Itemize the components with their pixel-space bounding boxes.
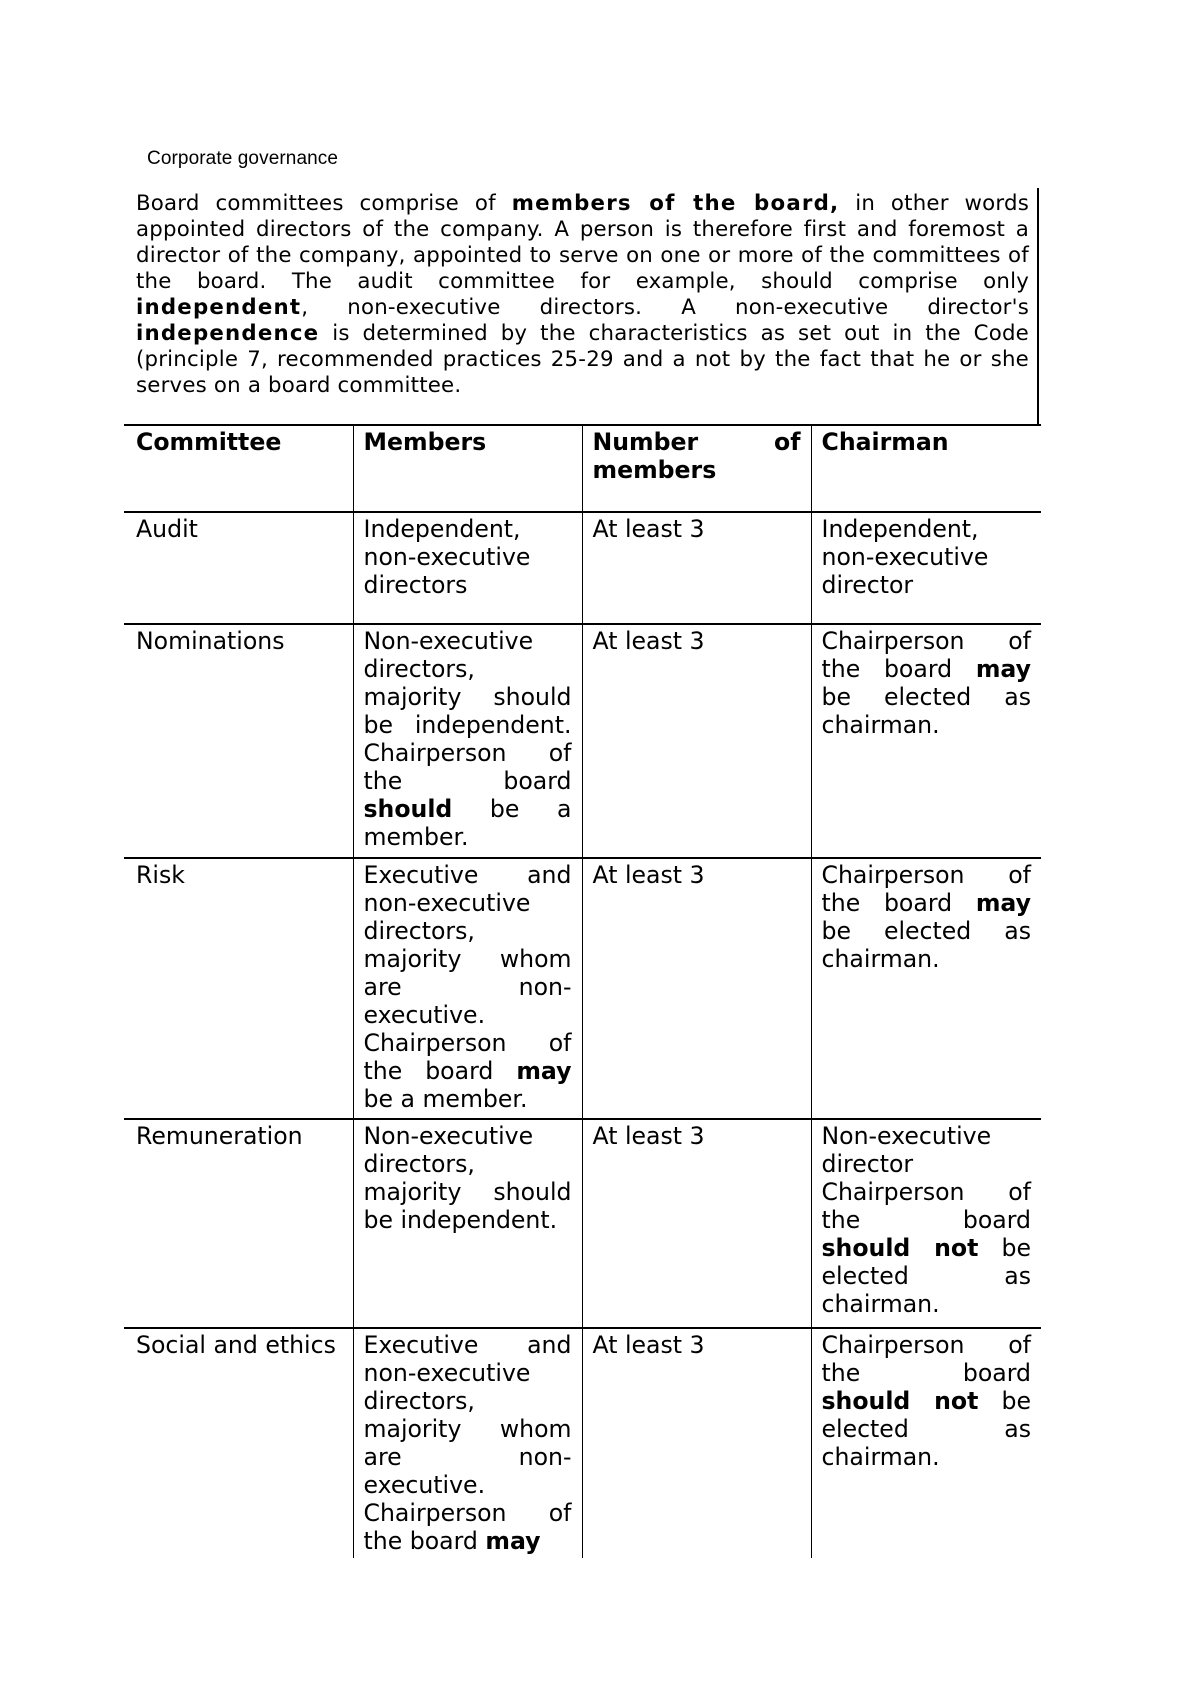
committee-number: At least 3 xyxy=(582,624,811,858)
committee-name: Audit xyxy=(124,512,353,624)
committee-name: Social and ethics xyxy=(124,1328,353,1558)
intro-text-4: is determined by the characteristics as set out in the Code (principle 7, recommended practices 25-29 and a not by the fact that he or she serves on a board committee. xyxy=(136,321,1029,398)
intro-bold-3: independence xyxy=(136,321,320,346)
committee-members: Non-executive directors, majority should be independent. xyxy=(353,1119,582,1328)
committee-chairman xyxy=(811,624,1041,858)
intro-text-1: Board committees comprise of xyxy=(136,191,512,216)
chairman-text: Chairperson of the board xyxy=(821,1331,1031,1387)
committee-chairman xyxy=(811,1328,1041,1558)
committee-members xyxy=(353,1328,582,1558)
committee-chairman xyxy=(811,1119,1041,1328)
intro-bold-2: independent xyxy=(136,295,302,320)
members-text: Executive and non-executive directors, majority whom are non-executive. Chairperson of the board xyxy=(363,1331,572,1555)
table-row xyxy=(124,624,1041,858)
chairman-text: Chairperson of the board xyxy=(821,861,1031,917)
table-row xyxy=(124,1119,1041,1328)
members-keyword: may xyxy=(516,1057,572,1085)
table-row xyxy=(124,512,1041,624)
members-keyword: should xyxy=(363,795,453,823)
header-number-of-members: Number of members xyxy=(582,425,811,512)
chairman-text: Non-executive director Chairperson of the board xyxy=(821,1122,1031,1234)
committee-members xyxy=(353,624,582,858)
committees-table xyxy=(124,424,1041,1558)
committee-name: Remuneration xyxy=(124,1119,353,1328)
committee-members xyxy=(353,858,582,1119)
committee-chairman xyxy=(811,858,1041,1119)
chairman-keyword: should not xyxy=(821,1234,979,1262)
committee-number: At least 3 xyxy=(582,858,811,1119)
chairman-text: Chairperson of the board xyxy=(821,627,1031,683)
chairman-text: be elected as chairman. xyxy=(821,1234,1031,1318)
header-chairman: Chairman xyxy=(811,425,1041,512)
intro-text-2: in other words appointed directors of the company. A person is therefore first and foremost a director of the company, appointed to serve on one or more of the committees of the board. The audit committee for example, should comprise only xyxy=(136,191,1029,294)
committee-members: Independent, non-executive directors xyxy=(353,512,582,624)
chairman-keyword: may xyxy=(975,655,1031,683)
members-text: be a member. xyxy=(363,795,572,851)
table-row xyxy=(124,1328,1041,1558)
members-text: Non-executive directors, majority should be independent. Chairperson of the board xyxy=(363,627,572,795)
committee-number: At least 3 xyxy=(582,512,811,624)
chairman-text: be elected as chairman. xyxy=(821,683,1031,739)
header-committee: Committee xyxy=(124,425,353,512)
members-keyword: may xyxy=(485,1527,541,1555)
members-text: Executive and non-executive directors, majority whom are non-executive. Chairperson of the board xyxy=(363,861,572,1085)
committee-number: At least 3 xyxy=(582,1328,811,1558)
committee-number: At least 3 xyxy=(582,1119,811,1328)
members-text: be a member. xyxy=(363,1085,528,1113)
intro-paragraph xyxy=(136,191,1029,399)
table-header-row xyxy=(124,425,1041,512)
chairman-text: be elected as chairman. xyxy=(821,917,1031,973)
committee-chairman: Independent, non-executive director xyxy=(811,512,1041,624)
committee-name: Risk xyxy=(124,858,353,1119)
committee-name: Nominations xyxy=(124,624,353,858)
chairman-text: be elected as chairman. xyxy=(821,1387,1031,1471)
intro-bold-1: members of the board, xyxy=(511,191,840,216)
page-header: Corporate governance xyxy=(147,148,339,169)
table-row xyxy=(124,858,1041,1119)
header-members: Members xyxy=(353,425,582,512)
chairman-keyword: should not xyxy=(821,1387,979,1415)
intro-text-3: , non-executive directors. A non-executive director's xyxy=(301,295,1029,320)
chairman-keyword: may xyxy=(975,889,1031,917)
